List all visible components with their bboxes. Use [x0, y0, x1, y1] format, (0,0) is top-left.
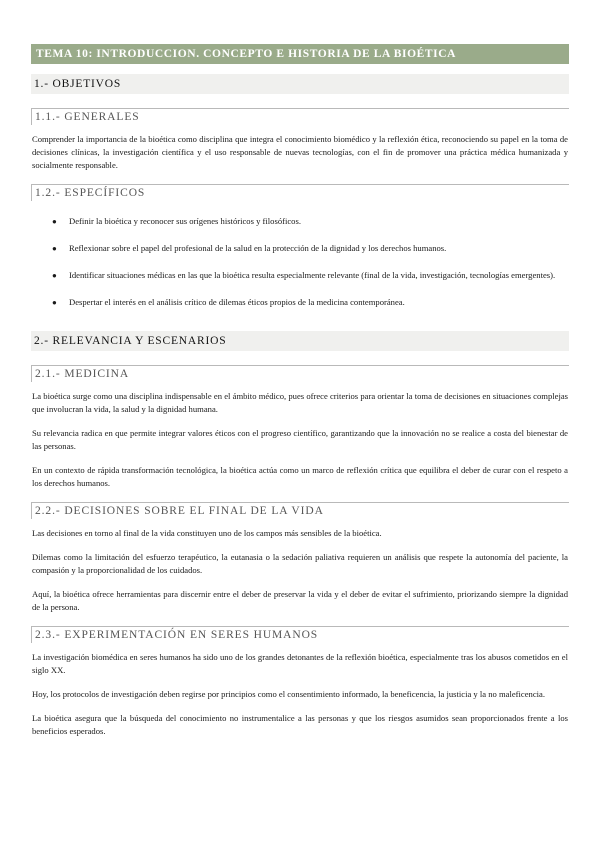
list-item	[31, 269, 569, 282]
bullet-icon: ●	[52, 271, 57, 280]
list-item-text: Reflexionar sobre el papel del profesional de la salud en la protección de la dignidad y los derechos humanos.	[69, 243, 447, 253]
paragraph: Hoy, los protocolos de investigación deben regirse por principios como el consentimiento informado, la beneficencia, la justicia y la no maleficencia.	[32, 689, 545, 699]
list-item	[31, 215, 569, 228]
list-item-text: Identificar situaciones médicas en las que la bioética resulta especialmente relevante (final de la vida, investigación, tecnologías emergentes).	[69, 270, 556, 280]
paragraph: Su relevancia radica en que permite integrar valores éticos con el progreso científico, garantizando que la innovación no se realice a costa del bienestar de las personas.	[32, 428, 568, 451]
bullet-icon: ●	[52, 217, 57, 226]
subsection-heading-medicina: 2.1.- MEDICINA	[31, 365, 569, 382]
section-heading-relevancia: 2.- RELEVANCIA Y ESCENARIOS	[31, 331, 569, 351]
subsection-heading-experimentacion: 2.3.- EXPERIMENTACIÓN EN SERES HUMANOS	[31, 626, 569, 643]
list-item	[31, 296, 569, 309]
subsection-heading-especificos: 1.2.- ESPECÍFICOS	[31, 184, 569, 201]
section-heading-objetivos: 1.- OBJETIVOS	[31, 74, 569, 94]
subsection-heading-generales: 1.1.- GENERALES	[31, 108, 569, 125]
paragraph: La bioética asegura que la búsqueda del conocimiento no instrumentalice a las personas y que los riesgos asumidos sean proporcionados frente a los beneficios esperados.	[32, 713, 568, 736]
paragraph: La bioética surge como una disciplina indispensable en el ámbito médico, pues ofrece criterios para orientar la toma de decisiones en situaciones complejas que involucran la vida, la salud y la dignidad humana.	[32, 391, 568, 414]
paragraph: Dilemas como la limitación del esfuerzo terapéutico, la eutanasia o la sedación paliativa requieren un análisis que respete la autonomía del paciente, la compasión y la proporcionalidad de los cuidados.	[32, 552, 568, 575]
list-item	[31, 242, 569, 255]
paragraph-generales: Comprender la importancia de la bioética como disciplina que integra el conocimiento biomédico y la reflexión ética, reconociendo su papel en la toma de decisiones clínicas, la investigación científica y el uso responsable de nuevas tecnologías, con el fin de promover una práctica médica humanizada y socialmente responsable.	[32, 134, 568, 170]
bullet-icon: ●	[52, 244, 57, 253]
paragraph: La investigación biomédica en seres humanos ha sido uno de los grandes detonantes de la reflexión bioética, especialmente tras los abusos cometidos en el siglo XX.	[32, 652, 568, 675]
objectives-list	[31, 215, 569, 309]
list-item-text: Definir la bioética y reconocer sus orígenes históricos y filosóficos.	[69, 216, 301, 226]
paragraph: Las decisiones en torno al final de la vida constituyen uno de los campos más sensibles de la bioética.	[32, 528, 382, 538]
subsection-heading-final-vida: 2.2.- DECISIONES SOBRE EL FINAL DE LA VIDA	[31, 502, 569, 519]
paragraph: Aquí, la bioética ofrece herramientas para discernir entre el deber de preservar la vida y el deber de evitar el sufrimiento, priorizando siempre la dignidad de la persona.	[32, 589, 568, 612]
list-item-text: Despertar el interés en el análisis crítico de dilemas éticos propios de la medicina contemporánea.	[69, 297, 405, 307]
document-title: TEMA 10: INTRODUCCION. CONCEPTO E HISTORIA DE LA BIOÉTICA	[31, 44, 569, 64]
document-page	[31, 44, 569, 749]
paragraph: En un contexto de rápida transformación tecnológica, la bioética actúa como un marco de reflexión crítica que equilibra el deber de curar con el respeto a los derechos humanos.	[32, 465, 568, 488]
bullet-icon: ●	[52, 298, 57, 307]
